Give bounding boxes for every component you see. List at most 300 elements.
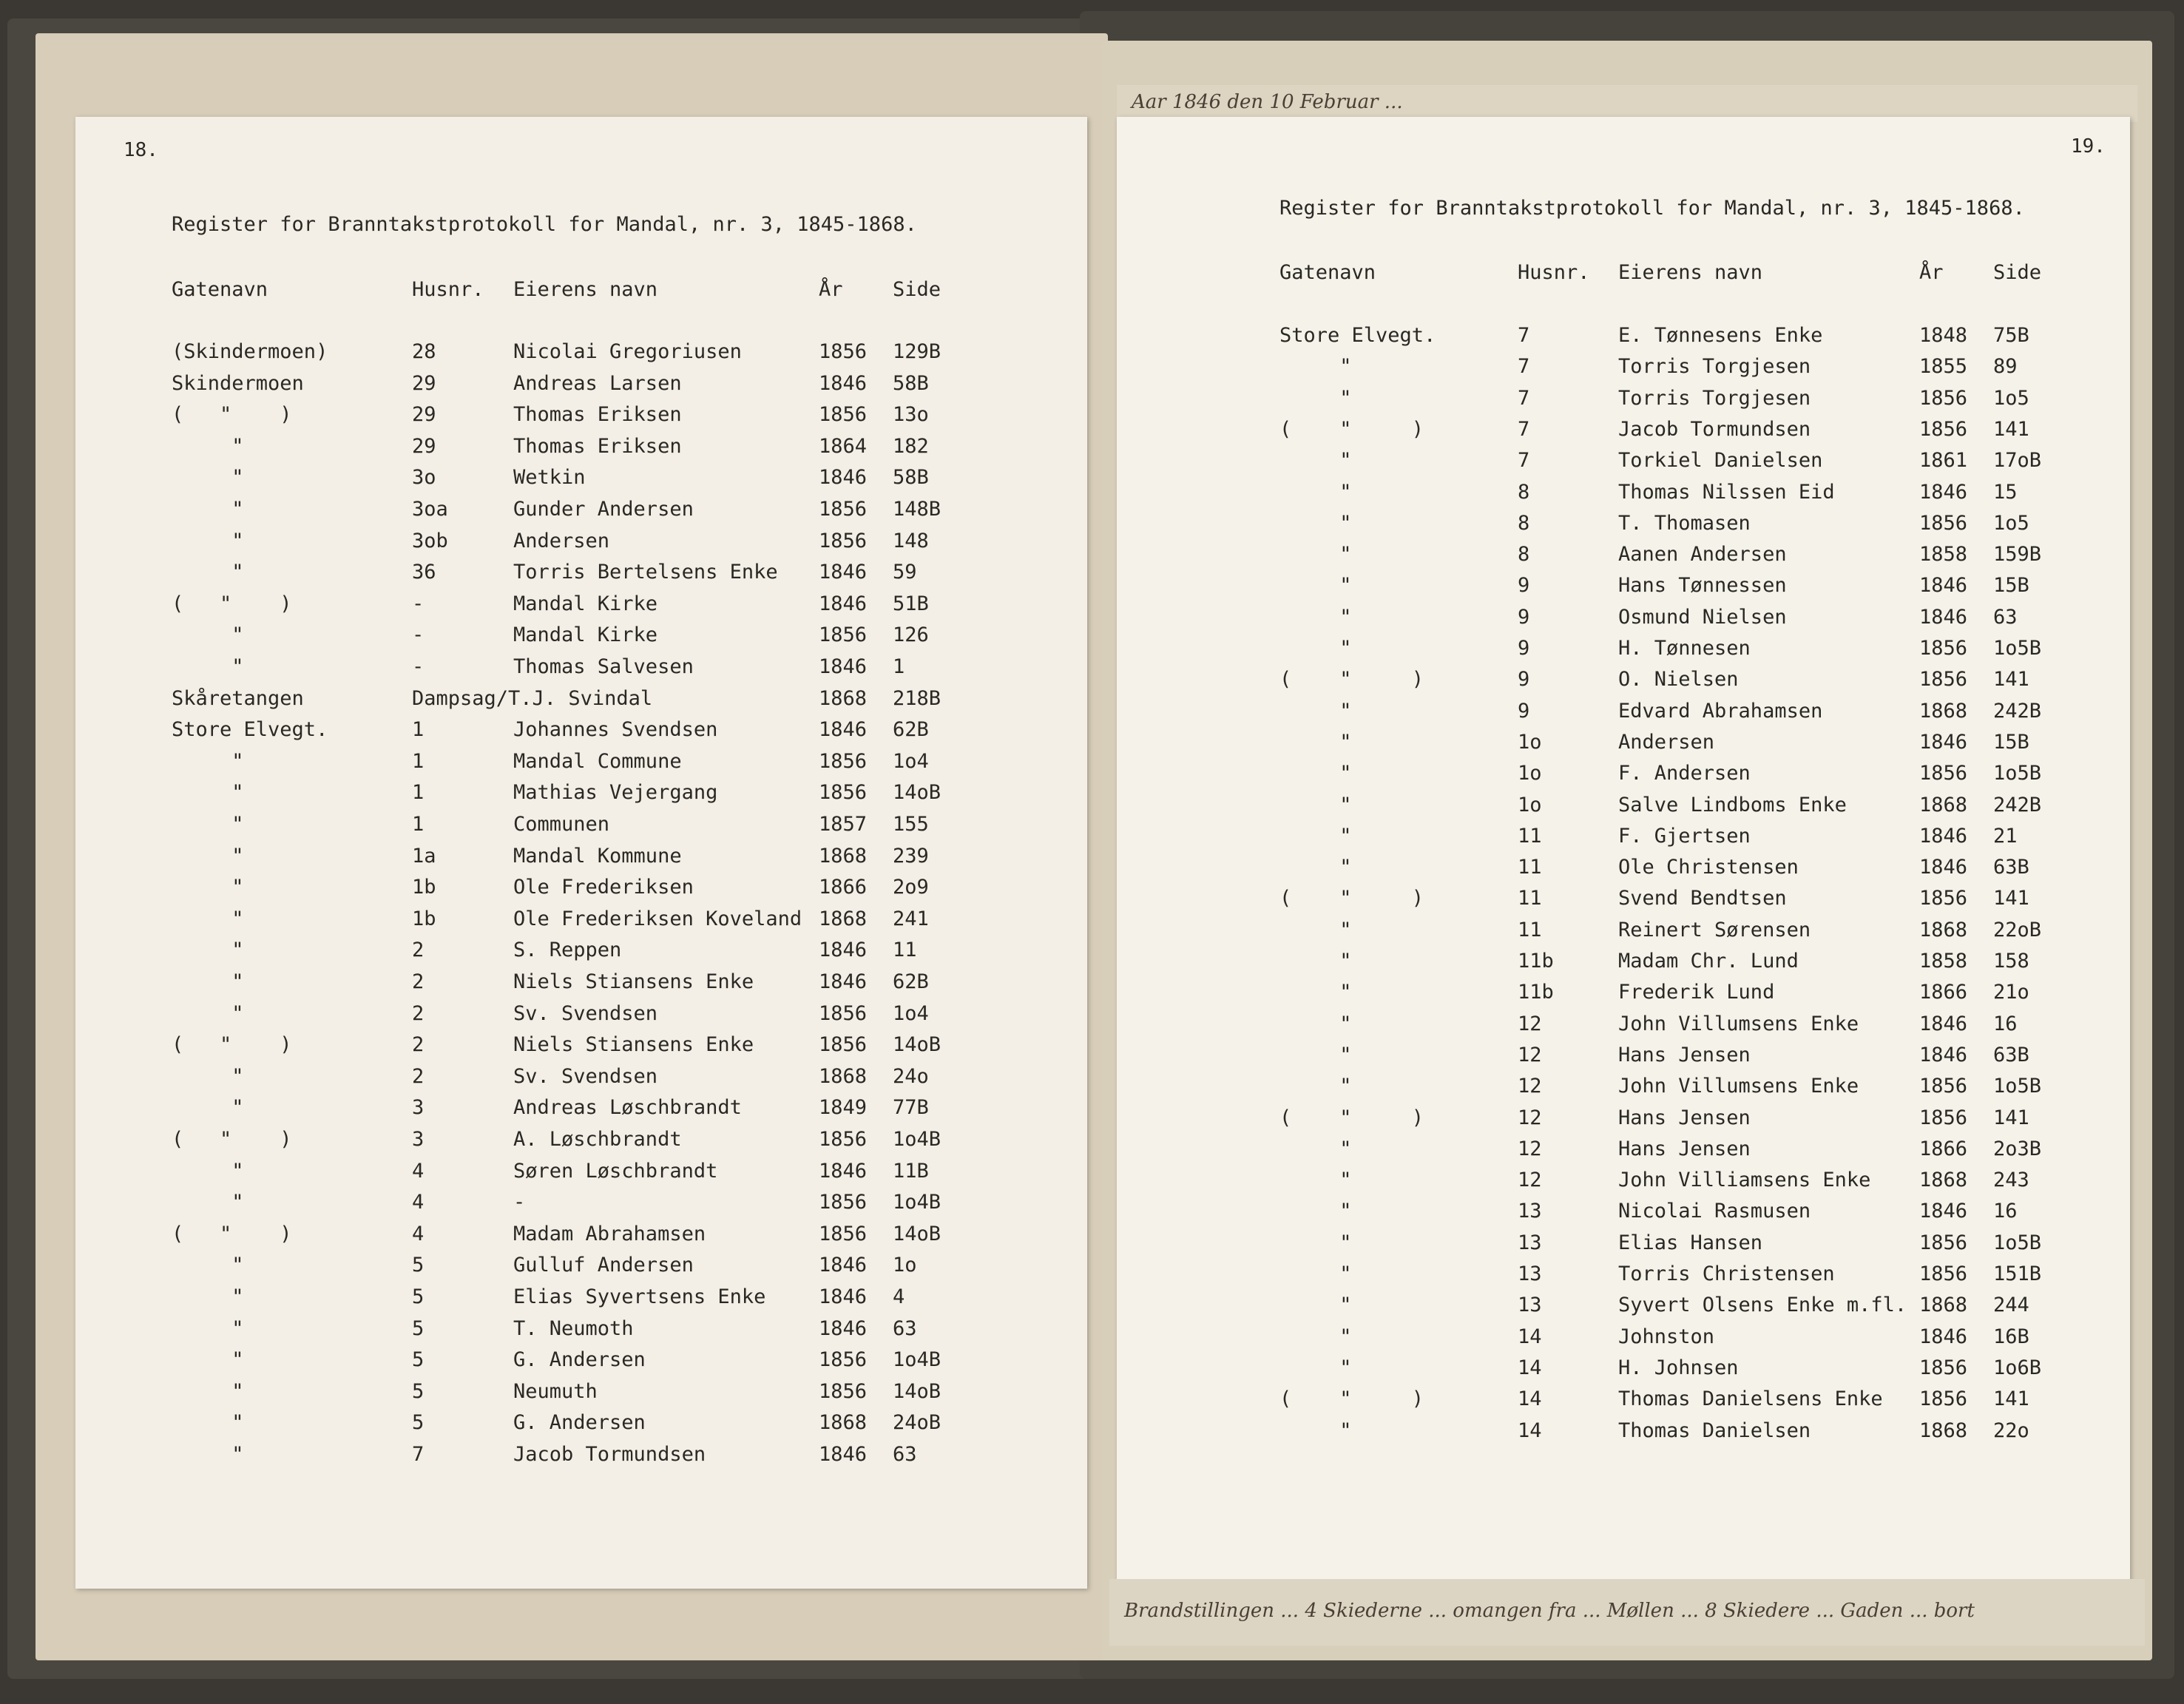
table-row xyxy=(75,561,1087,586)
table-row xyxy=(75,939,1087,964)
typed-page-right xyxy=(1117,117,2130,1589)
number-cell: - xyxy=(412,623,425,647)
street-cell: " xyxy=(1279,1231,1352,1254)
number-cell: 4 xyxy=(412,1191,425,1214)
owner-cell: Torris Bertelsens Enke xyxy=(513,561,778,584)
street-cell: " xyxy=(1279,1325,1352,1348)
year-cell: 1868 xyxy=(819,1064,868,1088)
street-cell: " xyxy=(1279,793,1352,816)
owner-cell: Ole Christensen xyxy=(1618,856,1799,879)
page-cell: 1o4B xyxy=(893,1191,941,1214)
page-cell: 239 xyxy=(893,844,929,868)
year-cell: 1856 xyxy=(819,403,868,427)
owner-cell: Mandal Kirke xyxy=(513,623,658,647)
street-cell: " xyxy=(172,1411,244,1435)
street-cell: ( " ) xyxy=(1279,1106,1424,1129)
street-cell: " xyxy=(172,1096,244,1120)
year-cell: 1846 xyxy=(819,718,868,742)
table-row xyxy=(1117,449,2130,474)
street-cell: " xyxy=(172,466,244,490)
number-cell: 2 xyxy=(412,970,425,993)
table-row xyxy=(1117,887,2130,912)
page-cell: 1o4B xyxy=(893,1348,941,1372)
page-cell: 11 xyxy=(893,939,917,962)
owner-cell: Hans Jensen xyxy=(1618,1137,1751,1160)
table-row xyxy=(75,623,1087,649)
table-row xyxy=(1117,355,2130,380)
street-cell: " xyxy=(172,561,244,584)
street-cell: " xyxy=(1279,1137,1352,1160)
owner-cell: - xyxy=(513,1191,526,1214)
owner-cell: John Villumsens Enke xyxy=(1618,1075,1859,1098)
page-cell: 182 xyxy=(893,434,929,458)
owner-cell: Mandal Commune xyxy=(513,749,682,773)
year-cell: 1846 xyxy=(1919,480,1968,504)
year-cell: 1856 xyxy=(1919,1075,1968,1098)
header-page: Side xyxy=(1993,261,2042,284)
table-row xyxy=(1117,418,2130,443)
number-cell: - xyxy=(412,655,425,678)
number-cell: 12 xyxy=(1518,1075,1542,1098)
number-cell: 5 xyxy=(412,1348,425,1372)
year-cell: 1856 xyxy=(1919,386,1968,410)
year-cell: 1866 xyxy=(1919,981,1968,1004)
number-cell: 14 xyxy=(1518,1325,1542,1348)
year-cell: 1868 xyxy=(819,844,868,868)
owner-cell: Thomas Danielsen xyxy=(1618,1419,1811,1442)
page-cell: 4 xyxy=(893,1285,905,1308)
street-cell: " xyxy=(1279,449,1352,473)
number-cell: 1o xyxy=(1518,762,1542,785)
page-cell: 218B xyxy=(893,686,941,710)
table-row xyxy=(75,1380,1087,1405)
page-cell: 75B xyxy=(1993,324,2029,347)
year-cell: 1856 xyxy=(1919,887,1968,910)
number-cell: 1 xyxy=(412,813,425,836)
handwriting-top: Aar 1846 den 10 Februar ... xyxy=(1132,91,1403,113)
year-cell: 1846 xyxy=(1919,1200,1968,1223)
owner-cell: H. Johnsen xyxy=(1618,1356,1739,1379)
table-row xyxy=(75,1002,1087,1027)
page-cell: 21 xyxy=(1993,824,2018,848)
number-cell: 8 xyxy=(1518,543,1530,567)
year-cell: 1856 xyxy=(1919,762,1968,785)
page-cell: 63 xyxy=(1993,605,2018,629)
number-cell: 2 xyxy=(412,1064,425,1088)
owner-cell: Frederik Lund xyxy=(1618,981,1775,1004)
street-cell: " xyxy=(1279,981,1352,1004)
street-cell: " xyxy=(172,813,244,836)
number-cell: 11 xyxy=(1518,887,1542,910)
page-cell: 141 xyxy=(1993,1387,2029,1411)
page-cell: 14oB xyxy=(893,1379,941,1403)
street-cell: " xyxy=(1279,918,1352,941)
page-cell: 17oB xyxy=(1993,449,2042,473)
street-cell: " xyxy=(172,434,244,458)
owner-cell: Madam Chr. Lund xyxy=(1618,950,1799,973)
table-row xyxy=(75,1348,1087,1373)
street-cell: ( " ) xyxy=(172,1128,292,1151)
header-year: År xyxy=(819,278,843,301)
street-cell: " xyxy=(172,1379,244,1403)
owner-cell: Jacob Tormundsen xyxy=(513,1443,706,1466)
number-cell: 1a xyxy=(412,844,436,868)
page-cell: 62B xyxy=(893,718,929,742)
header-number: Husnr. xyxy=(1518,261,1590,284)
number-cell: 5 xyxy=(412,1411,425,1435)
number-cell: 36 xyxy=(412,561,436,584)
street-cell: " xyxy=(1279,1200,1352,1223)
page-cell: 243 xyxy=(1993,1169,2029,1192)
number-cell: 13 xyxy=(1518,1262,1542,1285)
number-cell: 13 xyxy=(1518,1231,1542,1254)
table-row xyxy=(75,592,1087,618)
owner-cell: Mathias Vejergang xyxy=(513,781,718,805)
page-cell: 51B xyxy=(893,592,929,615)
year-cell: 1858 xyxy=(1919,543,1968,567)
page-cell: 58B xyxy=(893,466,929,490)
year-cell: 1856 xyxy=(1919,1356,1968,1379)
year-cell: 1864 xyxy=(819,434,868,458)
street-cell: " xyxy=(172,939,244,962)
page-cell: 15B xyxy=(1993,574,2029,598)
street-cell: ( " ) xyxy=(172,1222,292,1245)
street-cell: ( " ) xyxy=(1279,887,1424,910)
number-cell: 9 xyxy=(1518,637,1530,660)
handwritten-strip-bottom xyxy=(1109,1579,2145,1646)
page-cell: 141 xyxy=(1993,887,2029,910)
number-cell: - xyxy=(412,592,425,615)
page-cell: 1o5 xyxy=(1993,386,2029,410)
page-cell: 1o5B xyxy=(1993,1231,2042,1254)
street-cell: " xyxy=(1279,730,1352,754)
table-row xyxy=(75,1065,1087,1090)
year-cell: 1846 xyxy=(819,561,868,584)
table-row xyxy=(75,687,1087,712)
number-cell: 3o xyxy=(412,466,436,490)
owner-cell: Niels Stiansens Enke xyxy=(513,970,754,993)
page-cell: 2o9 xyxy=(893,876,929,899)
owner-cell: Torkiel Danielsen xyxy=(1618,449,1823,473)
owner-cell: H. Tønnesen xyxy=(1618,637,1751,660)
year-cell: 1856 xyxy=(819,1379,868,1403)
table-row xyxy=(1117,1106,2130,1132)
handwriting-bottom: Brandstillingen ... 4 Skiederne ... omangen fra ... Møllen ... 8 Skiedere ... Gaden ... bort xyxy=(1124,1600,1975,1622)
page-cell: 1o5B xyxy=(1993,762,2042,785)
page-cell: 1o4 xyxy=(893,1001,929,1025)
year-cell: 1846 xyxy=(1919,1325,1968,1348)
page-cell: 16 xyxy=(1993,1012,2018,1035)
number-cell: 8 xyxy=(1518,480,1530,504)
year-cell: 1856 xyxy=(819,623,868,647)
owner-cell: Sv. Svendsen xyxy=(513,1064,658,1088)
number-cell: 7 xyxy=(1518,324,1530,347)
table-row xyxy=(75,970,1087,995)
number-cell: 7 xyxy=(1518,355,1530,379)
owner-cell: Torris Torgjesen xyxy=(1618,355,1811,379)
table-row xyxy=(75,1443,1087,1468)
number-cell: 3 xyxy=(412,1128,425,1151)
number-cell: 9 xyxy=(1518,668,1530,692)
year-cell: 1856 xyxy=(1919,1262,1968,1285)
street-cell: Store Elvegt. xyxy=(172,718,328,742)
year-cell: 1868 xyxy=(1919,1294,1968,1317)
owner-cell: Osmund Nielsen xyxy=(1618,605,1787,629)
page-cell: 14oB xyxy=(893,1222,941,1245)
street-cell: " xyxy=(1279,480,1352,504)
table-row xyxy=(75,1285,1087,1311)
year-cell: 1861 xyxy=(1919,449,1968,473)
street-cell: " xyxy=(172,1064,244,1088)
table-row xyxy=(75,530,1087,555)
page-cell: 141 xyxy=(1993,1106,2029,1129)
year-cell: 1846 xyxy=(819,655,868,678)
number-cell: 12 xyxy=(1518,1012,1542,1035)
street-cell: " xyxy=(1279,605,1352,629)
number-cell: 11b xyxy=(1518,950,1554,973)
table-row xyxy=(1117,1012,2130,1038)
number-cell: 4 xyxy=(412,1159,425,1183)
street-cell: " xyxy=(1279,950,1352,973)
number-cell: 29 xyxy=(412,403,436,427)
number-cell: 11 xyxy=(1518,856,1542,879)
number-cell: 2 xyxy=(412,1033,425,1057)
year-cell: 1846 xyxy=(819,371,868,395)
street-cell: " xyxy=(172,970,244,993)
number-cell: 7 xyxy=(1518,417,1530,441)
year-cell: 1846 xyxy=(819,939,868,962)
owner-cell: Thomas Salvesen xyxy=(513,655,694,678)
table-row xyxy=(75,813,1087,838)
header-year: År xyxy=(1919,261,1944,284)
page-cell: 63 xyxy=(893,1443,917,1466)
year-cell: 1856 xyxy=(819,749,868,773)
year-cell: 1856 xyxy=(819,1222,868,1245)
number-cell: 7 xyxy=(412,1443,425,1466)
owner-cell: Mandal Kommune xyxy=(513,844,682,868)
table-row xyxy=(75,372,1087,397)
street-cell: " xyxy=(1279,699,1352,723)
number-cell: 14 xyxy=(1518,1387,1542,1411)
year-cell: 1846 xyxy=(1919,574,1968,598)
owner-cell: Neumuth xyxy=(513,1379,598,1403)
street-cell: Skindermoen xyxy=(172,371,304,395)
number-cell: 3oa xyxy=(412,498,448,521)
owner-cell: Andersen xyxy=(513,529,610,552)
table-row xyxy=(1117,574,2130,599)
owner-cell: Hans Jensen xyxy=(1618,1043,1751,1066)
table-row xyxy=(75,1223,1087,1248)
page-cell: 62B xyxy=(893,970,929,993)
table-row xyxy=(75,718,1087,743)
owner-cell: Hans Tønnessen xyxy=(1618,574,1787,598)
street-cell: " xyxy=(1279,574,1352,598)
street-cell: " xyxy=(172,876,244,899)
owner-cell: Aanen Andersen xyxy=(1618,543,1787,567)
table-row xyxy=(1117,543,2130,568)
year-cell: 1846 xyxy=(1919,856,1968,879)
owner-cell: Syvert Olsens Enke m.fl. xyxy=(1618,1294,1907,1317)
table-row xyxy=(1117,825,2130,850)
table-row xyxy=(75,1033,1087,1058)
number-cell: 8 xyxy=(1518,511,1530,535)
number-cell: 3 xyxy=(412,1096,425,1120)
number-cell: 7 xyxy=(1518,449,1530,473)
year-cell: 1856 xyxy=(819,1001,868,1025)
street-cell: " xyxy=(1279,386,1352,410)
page-cell: 148 xyxy=(893,529,929,552)
number-cell: 5 xyxy=(412,1285,425,1308)
owner-cell: Gunder Andersen xyxy=(513,498,694,521)
year-cell: 1846 xyxy=(819,970,868,993)
table-row xyxy=(1117,919,2130,944)
street-cell: " xyxy=(172,1316,244,1340)
number-cell: 5 xyxy=(412,1254,425,1277)
owner-cell: Communen xyxy=(513,813,610,836)
number-cell: 13 xyxy=(1518,1200,1542,1223)
table-row xyxy=(1117,1075,2130,1100)
owner-cell: Thomas Eriksen xyxy=(513,403,682,427)
owner-cell: Reinert Sørensen xyxy=(1618,918,1811,941)
page-cell: 77B xyxy=(893,1096,929,1120)
street-cell: ( " ) xyxy=(172,403,292,427)
street-cell: (Skindermoen) xyxy=(172,340,328,363)
page-number: 18. xyxy=(124,139,158,161)
street-cell: " xyxy=(1279,1043,1352,1066)
owner-cell: John Villumsens Enke xyxy=(1618,1012,1859,1035)
page-cell: 63B xyxy=(1993,856,2029,879)
year-cell: 1846 xyxy=(1919,730,1968,754)
number-cell: 4 xyxy=(412,1222,425,1245)
year-cell: 1856 xyxy=(1919,668,1968,692)
number-cell: 11b xyxy=(1518,981,1554,1004)
page-cell: 22o xyxy=(1993,1419,2029,1442)
table-row xyxy=(75,1096,1087,1121)
number-cell: 9 xyxy=(1518,574,1530,598)
number-cell: 1b xyxy=(412,907,436,930)
number-cell: 29 xyxy=(412,434,436,458)
number-cell: 3ob xyxy=(412,529,448,552)
number-cell: 29 xyxy=(412,371,436,395)
owner-cell: Søren Løschbrandt xyxy=(513,1159,718,1183)
number-cell: 12 xyxy=(1518,1169,1542,1192)
owner-cell: Johannes Svendsen xyxy=(513,718,718,742)
table-row xyxy=(1117,700,2130,725)
header-street: Gatenavn xyxy=(1279,261,1376,284)
header-number: Husnr. xyxy=(412,278,484,301)
number-cell: 12 xyxy=(1518,1043,1542,1066)
owner-cell: Jacob Tormundsen xyxy=(1618,417,1811,441)
year-cell: 1848 xyxy=(1919,324,1968,347)
page-title: Register for Branntakstprotokoll for Mandal, nr. 3, 1845-1868. xyxy=(1279,197,2025,220)
page-cell: 244 xyxy=(1993,1294,2029,1317)
owner-cell: E. Tønnesens Enke xyxy=(1618,324,1823,347)
owner-cell: Mandal Kirke xyxy=(513,592,658,615)
table-row xyxy=(1117,668,2130,693)
page-cell: 16B xyxy=(1993,1325,2029,1348)
year-cell: 1846 xyxy=(819,1285,868,1308)
street-cell: " xyxy=(1279,1012,1352,1035)
page-cell: 1o5B xyxy=(1993,1075,2042,1098)
street-cell: " xyxy=(172,623,244,647)
table-row xyxy=(1117,1419,2130,1444)
page-cell: 1o4 xyxy=(893,749,929,773)
table-row xyxy=(75,1411,1087,1436)
table-row xyxy=(1117,387,2130,412)
owner-cell: Nicolai Gregoriusen xyxy=(513,340,742,363)
header-owner: Eierens navn xyxy=(513,278,658,301)
owner-cell: Thomas Danielsens Enke xyxy=(1618,1387,1883,1411)
owner-cell: Niels Stiansens Enke xyxy=(513,1033,754,1057)
year-cell: 1856 xyxy=(1919,637,1968,660)
page-cell: 16 xyxy=(1993,1200,2018,1223)
year-cell: 1856 xyxy=(1919,1231,1968,1254)
number-cell: 7 xyxy=(1518,386,1530,410)
table-row xyxy=(1117,762,2130,787)
year-cell: 1846 xyxy=(819,1159,868,1183)
street-cell: " xyxy=(172,907,244,930)
number-cell: 1o xyxy=(1518,793,1542,816)
page-cell: 1 xyxy=(893,655,905,678)
street-cell: ( " ) xyxy=(1279,668,1424,692)
owner-cell: Elias Hansen xyxy=(1618,1231,1763,1254)
street-cell: ( " ) xyxy=(172,1033,292,1057)
table-row xyxy=(1117,481,2130,506)
street-cell: " xyxy=(172,655,244,678)
year-cell: 1868 xyxy=(1919,918,1968,941)
table-row xyxy=(1117,1200,2130,1225)
owner-cell: Johnston xyxy=(1618,1325,1715,1348)
page-cell: 24oB xyxy=(893,1411,941,1435)
number-cell: 11 xyxy=(1518,824,1542,848)
page-cell: 151B xyxy=(1993,1262,2042,1285)
owner-cell: Madam Abrahamsen xyxy=(513,1222,706,1245)
street-cell: ( " ) xyxy=(172,592,292,615)
owner-cell: O. Nielsen xyxy=(1618,668,1739,692)
page-cell: 1o xyxy=(893,1254,917,1277)
year-cell: 1846 xyxy=(1919,1043,1968,1066)
number-cell: 12 xyxy=(1518,1137,1542,1160)
owner-cell: Torris Christensen xyxy=(1618,1262,1835,1285)
number-cell: 1 xyxy=(412,781,425,805)
page-cell: 148B xyxy=(893,498,941,521)
year-cell: 1846 xyxy=(819,1443,868,1466)
number-cell: 2 xyxy=(412,939,425,962)
table-row xyxy=(1117,1294,2130,1319)
street-cell: " xyxy=(1279,355,1352,379)
year-cell: 1868 xyxy=(819,1411,868,1435)
number-cell: 2 xyxy=(412,1001,425,1025)
table-row xyxy=(1117,794,2130,819)
page-cell: 2o3B xyxy=(1993,1137,2042,1160)
page-cell: 15 xyxy=(1993,480,2018,504)
owner-cell: G. Andersen xyxy=(513,1348,646,1372)
street-cell: " xyxy=(1279,1075,1352,1098)
page-cell: 141 xyxy=(1993,668,2029,692)
page-cell: 241 xyxy=(893,907,929,930)
table-row xyxy=(1117,950,2130,975)
header-page: Side xyxy=(893,278,941,301)
year-cell: 1856 xyxy=(819,1128,868,1151)
street-cell: " xyxy=(1279,637,1352,660)
year-cell: 1846 xyxy=(1919,605,1968,629)
owner-cell: T. Neumoth xyxy=(513,1316,634,1340)
number-cell: 1 xyxy=(412,749,425,773)
owner-cell: Hans Jensen xyxy=(1618,1106,1751,1129)
year-cell: 1857 xyxy=(819,813,868,836)
table-row xyxy=(1117,1231,2130,1257)
page-cell: 21o xyxy=(1993,981,2029,1004)
